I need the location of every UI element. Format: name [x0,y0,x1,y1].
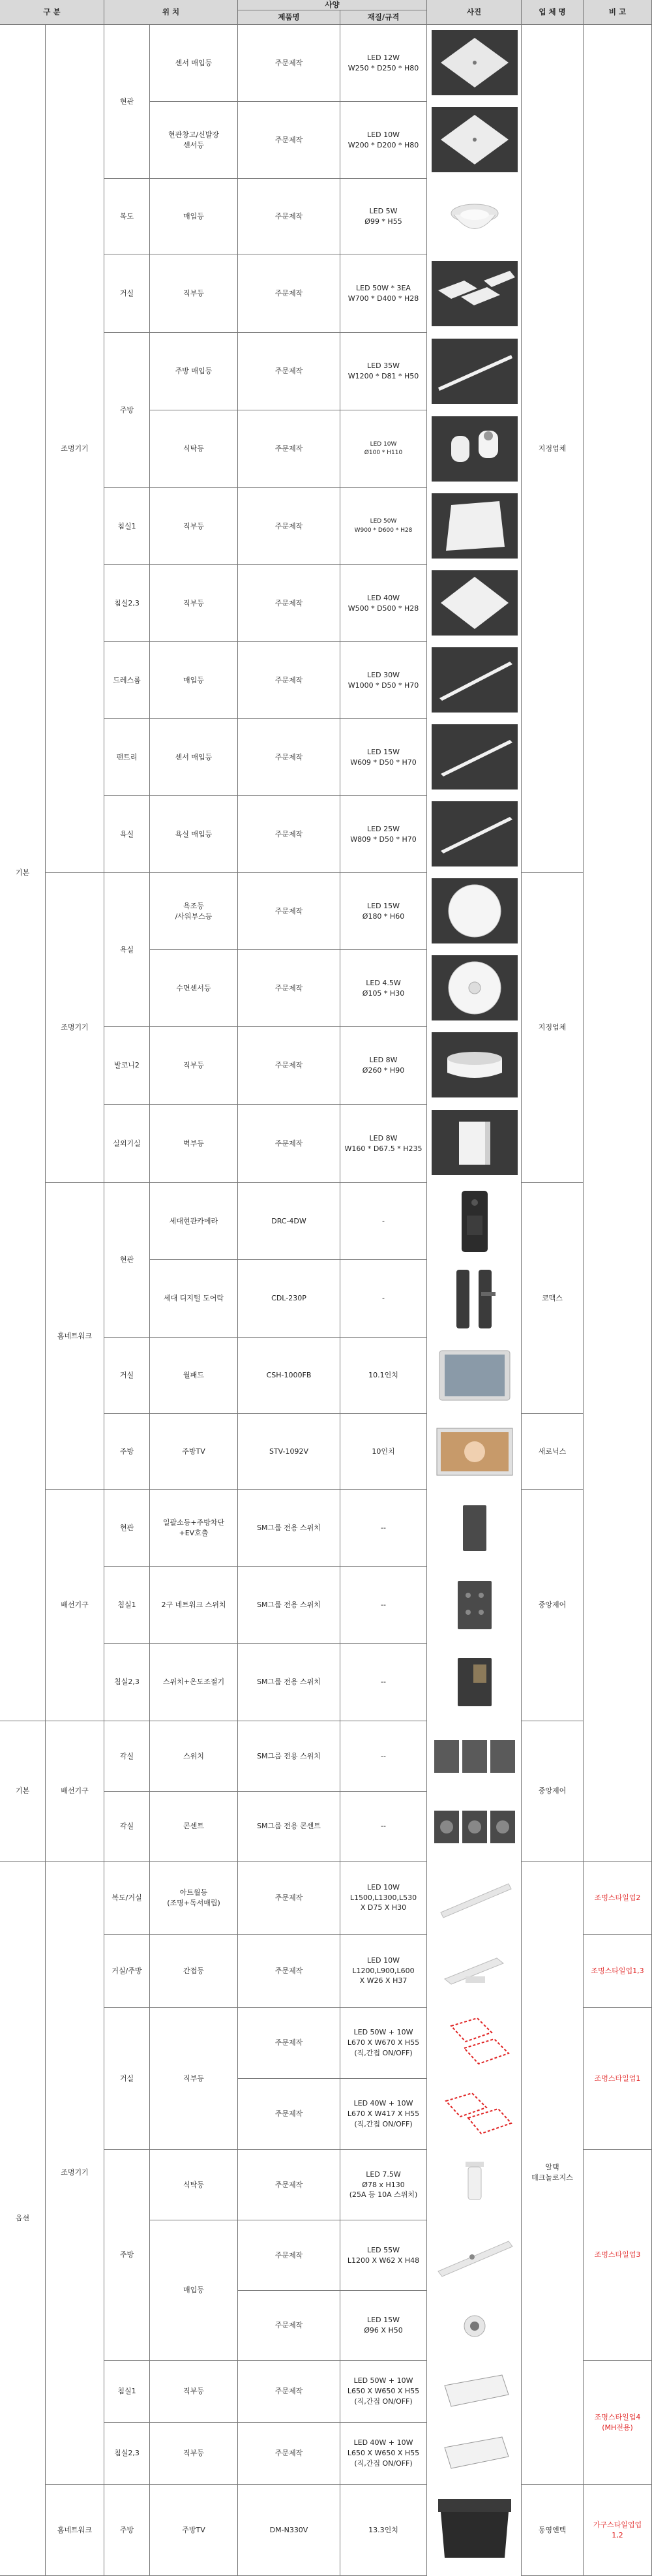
sub-wiring-2: 배선기구 [46,1721,104,1862]
group-basic-label: 기본 [0,25,46,1721]
sub-wiring-1: 배선기구 [46,1490,104,1721]
room-bed1-2: 침실1 [104,1567,150,1644]
room-bed23: 침실2,3 [104,565,150,642]
note-r25: 조명스타일업2 [584,1862,652,1935]
product-r28: 주문제작 [238,2079,340,2150]
header-vendor: 업 체 명 [522,0,584,25]
spec-r4: LED 50W * 3EA W700 * D400 * H28 [340,254,427,333]
room-entrance-2: 현관 [104,1183,150,1338]
product-r18: CSH-1000FB [238,1338,340,1414]
item-shoe-sensor: 현관창고/신발장 센서등 [150,102,238,179]
spec-r17: - [340,1260,427,1338]
sensor-ceiling-light-photo [432,955,518,1020]
spec-r24: -- [340,1792,427,1862]
linear-light-photo [432,339,518,404]
room-pantry: 팬트리 [104,719,150,796]
product-r9: 주문제작 [238,642,340,719]
product-r27: 주문제작 [238,2008,340,2079]
spec-r20: -- [340,1490,427,1567]
round-downlight-photo [432,2296,518,2356]
item-sensor: 센서 매입등 [150,25,238,102]
item-recessed: 매입등 [150,179,238,254]
room-bed23-3: 침실2,3 [104,2423,150,2485]
item-wallpad: 월패드 [150,1338,238,1414]
room-bathroom-2: 욕실 [104,873,150,1027]
sub-lighting-2: 조명기기 [46,873,104,1183]
product-r15: 주문제작 [238,1105,340,1183]
product-r31: 주문제작 [238,2291,340,2361]
note-empty-1 [584,25,652,1862]
switches-photo [432,1727,518,1786]
item-sensor-pantry: 센서 매입등 [150,719,238,796]
room-kitchen-3: 주방 [104,2150,150,2361]
group-basic-wiring-label: 기본 [0,1721,46,1862]
switch-plate-photo [447,1495,502,1561]
spec-r18: 10.1인치 [340,1338,427,1414]
linear-recessed-photo [432,2226,518,2286]
spec-r33: LED 40W + 10W L650 X W650 X H55 (직,간접 ON/OFF) [340,2423,427,2485]
room-hall-living: 복도/거실 [104,1862,150,1935]
indirect-light-photo [432,1940,518,2002]
square-panel-light-photo-4 [432,570,518,636]
room-living: 거실 [104,254,150,333]
product-r6: 주문제작 [238,410,340,488]
spec-r13: LED 4.5W Ø105 * H30 [340,950,427,1027]
room-entrance: 현관 [104,25,150,179]
wallpad-photo [432,1343,518,1408]
room-bed1: 침실1 [104,488,150,565]
spec-r16: - [340,1183,427,1260]
header-photo: 사진 [427,0,522,25]
sub-lighting-option: 조명기기 [46,1862,104,2485]
spec-r32: LED 50W + 10W L650 X W650 X H55 (직,간접 ON/OFF) [340,2361,427,2423]
item-recessed-opt: 매입등 [150,2220,238,2361]
pendant-spot-photo [432,2155,518,2215]
room-kitchen: 주방 [104,333,150,488]
spec-r29: LED 7.5W Ø78 x H130 (25A 등 10A 스위치) [340,2150,427,2220]
product-r30: 주문제작 [238,2220,340,2291]
linear-light-photo-4 [432,801,518,866]
door-camera-photo [447,1188,502,1255]
note-r34: 가구스타일업업 1,2 [584,2485,652,2576]
item-kitchen-tv: 주방TV [150,1414,238,1490]
room-living-3: 거실 [104,2008,150,2150]
product-r1: 주문제작 [238,25,340,102]
downlight-photo [432,184,518,249]
header-material: 재질/규격 [340,10,427,25]
room-outdoor: 실외기실 [104,1105,150,1183]
slim-panel-light-photo [432,2366,518,2418]
product-r20: SM그룹 전용 스위치 [238,1490,340,1567]
product-r29: 주문제작 [238,2150,340,2220]
vendor-option-light: 알택 테크놀로지스 [522,1862,584,2485]
spec-r23: -- [340,1721,427,1792]
note-r32: 조명스타일업4 (MH전용) [584,2361,652,2485]
linear-light-photo-2 [432,647,518,713]
item-switch: 스위치 [150,1721,238,1792]
item-direct-bed23: 직부등 [150,565,238,642]
product-r3: 주문제작 [238,179,340,254]
item-direct-bed1-opt: 직부등 [150,2361,238,2423]
indirect-bar-light-photo [432,1867,518,1929]
header-category: 구 분 [0,0,104,25]
spec-r1: LED 12W W250 * D250 * H80 [340,25,427,102]
room-kitchen-4: 주방 [104,2485,150,2576]
spec-r30: LED 55W L1200 X W62 X H48 [340,2220,427,2291]
header-note: 비 고 [584,0,652,25]
spec-r34: 13.3인치 [340,2485,427,2576]
spec-r31: LED 15W Ø96 X H50 [340,2291,427,2361]
item-direct: 직부등 [150,254,238,333]
double-panel-light-photo [432,2013,518,2074]
spec-r2: LED 10W W200 * D200 * H80 [340,102,427,179]
room-bed1-3: 침실1 [104,2361,150,2423]
sub-homenet: 홈네트워크 [46,1183,104,1490]
wall-light-photo [432,1110,518,1175]
room-living-2: 거실 [104,1338,150,1414]
product-r22: SM그룹 전용 스위치 [238,1644,340,1721]
spec-r15: LED 8W W160 * D67.5 * H235 [340,1105,427,1183]
header-product: 제품명 [238,10,340,25]
spec-r6: LED 10W Ø100 * H110 [340,410,427,488]
spec-r14: LED 8W Ø260 * H90 [340,1027,427,1105]
product-r16: DRC-4DW [238,1183,340,1260]
slim-panel-light-photo-2 [432,2428,518,2480]
spec-r11: LED 25W W809 * D50 * H70 [340,796,427,873]
linear-light-photo-3 [432,724,518,790]
vendor-designated-1: 지정업체 [522,25,584,873]
product-r34: DM-N330V [238,2485,340,2576]
product-r12: 주문제작 [238,873,340,950]
spec-r27: LED 50W + 10W L670 X W670 X H55 (직,간접 ON/OFF) [340,2008,427,2079]
product-r14: 주문제작 [238,1027,340,1105]
item-direct-balcony: 직부등 [150,1027,238,1105]
item-kitchen-recessed: 주방 매입등 [150,333,238,410]
product-r7: 주문제작 [238,488,340,565]
spec-r21: -- [340,1567,427,1644]
spec-r19: 10인치 [340,1414,427,1490]
item-direct-bed1: 직부등 [150,488,238,565]
triple-panel-light-photo [432,261,518,326]
product-r13: 주문제작 [238,950,340,1027]
spec-r22: -- [340,1644,427,1721]
product-r19: STV-1092V [238,1414,340,1490]
item-ev-call: 일괄소등+주방차단 +EV호출 [150,1490,238,1567]
product-r5: 주문제작 [238,333,340,410]
room-bed23-2: 침실2,3 [104,1644,150,1721]
product-r32: 주문제작 [238,2361,340,2423]
flip-down-tv-photo [432,2490,518,2571]
double-panel-light-photo-2 [432,2084,518,2145]
square-panel-light-photo [432,30,518,95]
item-recessed-dress: 매입등 [150,642,238,719]
outlets-photo [432,1798,518,1856]
spec-r9: LED 30W W1000 * D50 * H70 [340,642,427,719]
spec-r10: LED 15W W609 * D50 * H70 [340,719,427,796]
item-indirect: 간접등 [150,1935,238,2008]
kitchen-tv-photo [432,1419,518,1484]
item-door-lock: 세대 디지털 도어락 [150,1260,238,1338]
spec-r7: LED 50W W900 * D600 * H28 [340,488,427,565]
item-bath-ceiling: 욕조등 /사워부스등 [150,873,238,950]
spec-r25: LED 10W L1500,L1300,L530 X D75 X H30 [340,1862,427,1935]
item-indirect-bar: 아트월등 (조명+독서매립) [150,1862,238,1935]
note-r29: 조명스타일업3 [584,2150,652,2361]
square-panel-light-photo-2 [432,107,518,172]
spec-r8: LED 40W W500 * D500 * H28 [340,565,427,642]
item-dining-opt: 식탁등 [150,2150,238,2220]
item-network-switch: 2구 네트워크 스위치 [150,1567,238,1644]
spec-r26: LED 10W L1200,L900,L600 X W26 X H37 [340,1935,427,2008]
header-location: 위 치 [104,0,238,25]
product-r4: 주문제작 [238,254,340,333]
note-r27: 조명스타일업1 [584,2008,652,2150]
door-lock-photo [447,1266,502,1332]
vendor-jungwoo-1: 중앙제어 [522,1490,584,1721]
sub-homenet-option: 홈네트워크 [46,2485,104,2576]
room-kitchen-2: 주방 [104,1414,150,1490]
room-hallway: 복도 [104,179,150,254]
product-r10: 주문제작 [238,719,340,796]
spot-light-photo [432,416,518,482]
vendor-commax: 코맥스 [522,1183,584,1414]
spec-r5: LED 35W W1200 * D81 * H50 [340,333,427,410]
item-moisture: 수면센서등 [150,950,238,1027]
item-direct-bed23-opt: 직부등 [150,2423,238,2485]
square-panel-light-photo-3 [432,493,518,559]
network-switch-photo [447,1572,502,1638]
room-all-2: 각실 [104,1792,150,1862]
room-entrance-3: 현관 [104,1490,150,1567]
cylinder-light-photo [432,1032,518,1097]
product-r21: SM그룹 전용 스위치 [238,1567,340,1644]
vendor-designated-2: 지정업체 [522,873,584,1183]
item-door-camera: 세대현관카메라 [150,1183,238,1260]
group-option-label: 옵션 [0,1862,46,2576]
product-r11: 주문제작 [238,796,340,873]
room-living-kitchen: 거실/주방 [104,1935,150,2008]
header-spec: 사양 [238,0,427,10]
room-balcony: 발코니2 [104,1027,150,1105]
item-dining: 식탁등 [150,410,238,488]
note-r26: 조명스타일업1,3 [584,1935,652,2008]
spec-r3: LED 5W Ø99 * H55 [340,179,427,254]
room-dressroom: 드레스룸 [104,642,150,719]
product-r33: 주문제작 [238,2423,340,2485]
thermostat-switch-photo [447,1649,502,1715]
spec-r28: LED 40W + 10W L670 X W417 X H55 (직,간접 ON/OFF) [340,2079,427,2150]
product-r23: SM그룹 전용 스위치 [238,1721,340,1792]
round-ceiling-light-photo [432,878,518,943]
item-thermo-switch: 스위치+온도조절기 [150,1644,238,1721]
room-bathroom: 욕실 [104,796,150,873]
product-r17: CDL-230P [238,1260,340,1338]
vendor-sharenix: 새로닉스 [522,1414,584,1490]
vendor-jungwoo-2: 중앙제어 [522,1721,584,1862]
item-outlet: 콘센트 [150,1792,238,1862]
sub-lighting-1: 조명기기 [46,25,104,873]
item-wall: 벽부등 [150,1105,238,1183]
item-direct-living-opt: 직부등 [150,2008,238,2150]
item-kitchen-tv-opt: 주방TV [150,2485,238,2576]
product-r26: 주문제작 [238,1935,340,2008]
product-r25: 주문제작 [238,1862,340,1935]
product-r24: SM그룹 전용 콘센트 [238,1792,340,1862]
item-bath-recessed: 욕실 매입등 [150,796,238,873]
product-r2: 주문제작 [238,102,340,179]
room-all-1: 각실 [104,1721,150,1792]
vendor-dongyang: 동영엔텍 [522,2485,584,2576]
product-r8: 주문제작 [238,565,340,642]
spec-r12: LED 15W Ø180 * H60 [340,873,427,950]
